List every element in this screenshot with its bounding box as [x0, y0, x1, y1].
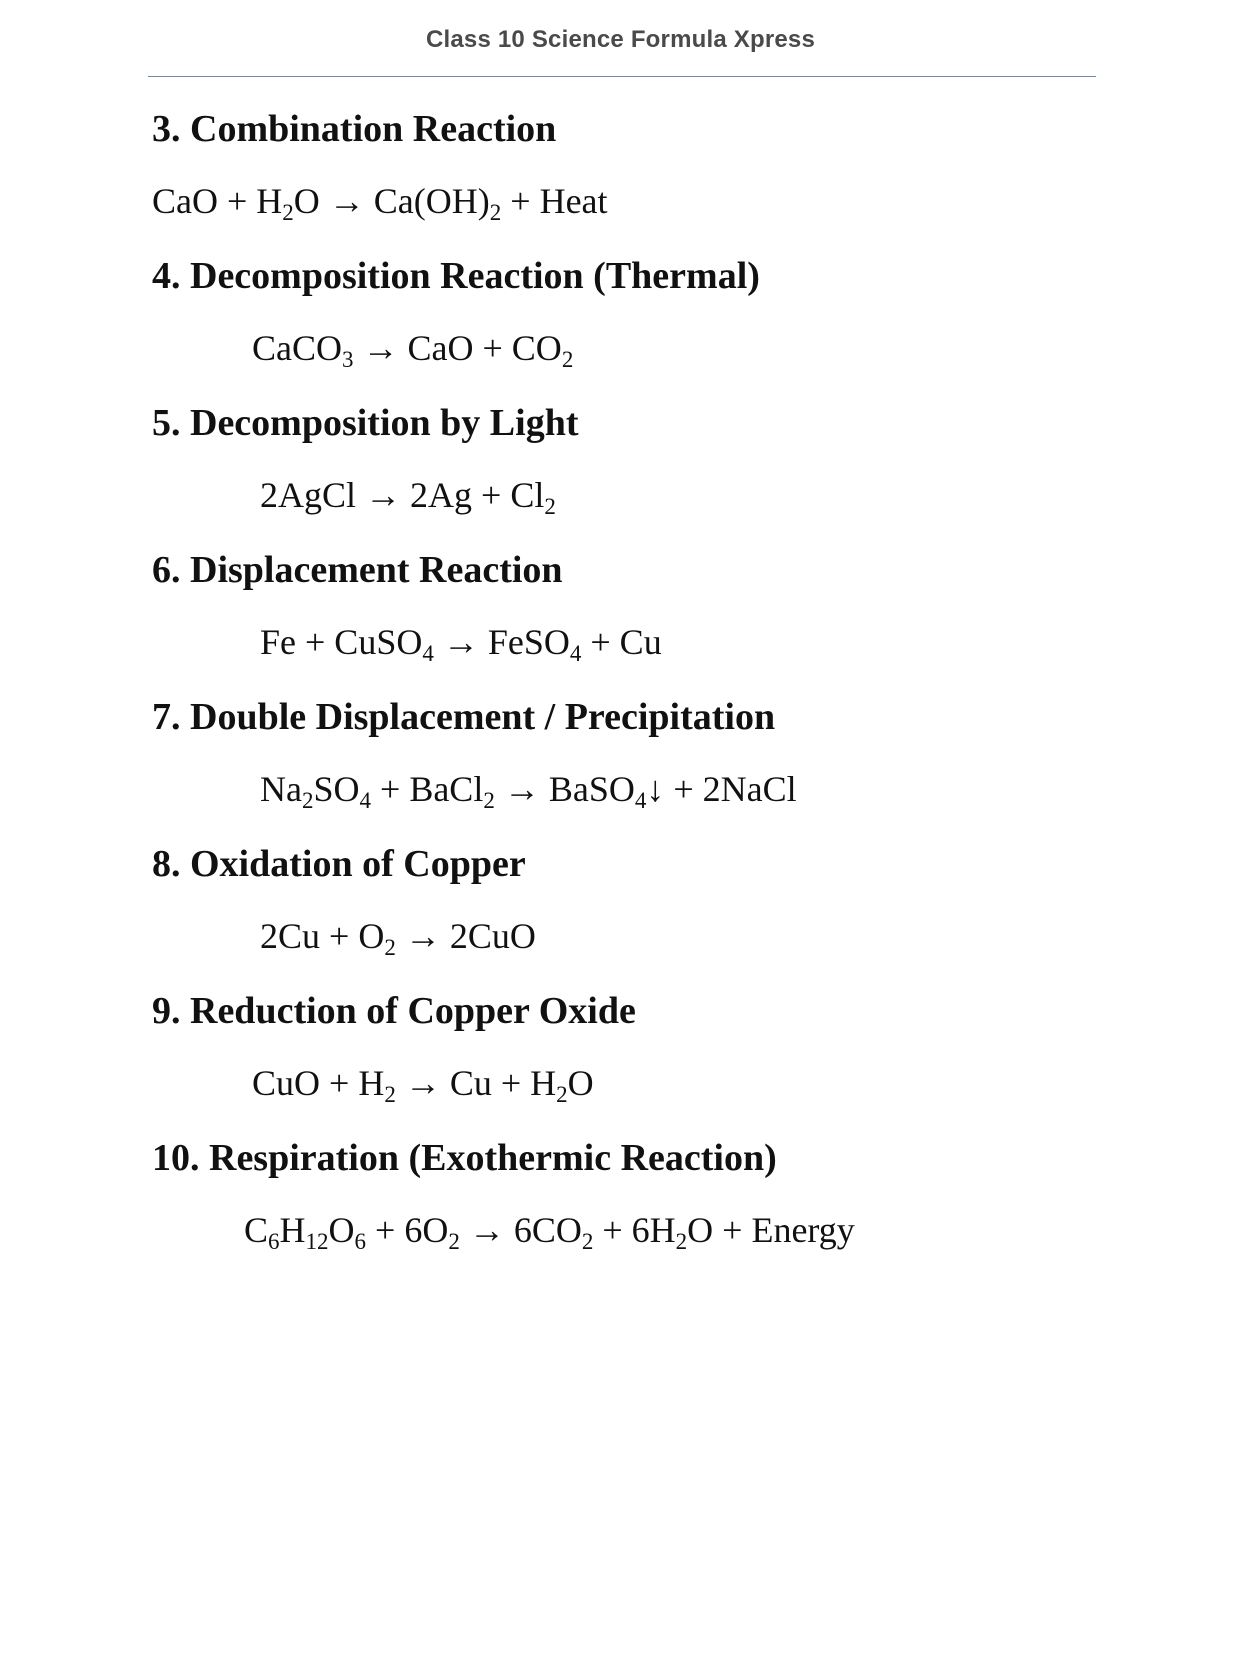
equation-text: + Cu	[581, 622, 662, 662]
chemical-equation	[152, 599, 1152, 688]
equation-text: SO	[313, 769, 360, 809]
equation-text: + Heat	[501, 181, 608, 221]
section-heading: 3. Combination Reaction	[152, 108, 557, 150]
chemical-equation	[152, 893, 1152, 982]
equation-text: + 6O	[366, 1210, 449, 1250]
equation-text: Na	[260, 769, 302, 809]
equation-text: → FeSO	[433, 622, 570, 662]
subscript: 12	[305, 1229, 329, 1254]
subscript: 2	[384, 1082, 396, 1107]
chemical-equation	[152, 158, 1152, 247]
section-heading: 10. Respiration (Exothermic Reaction)	[152, 1137, 777, 1179]
formula-section	[152, 688, 1152, 835]
section-heading: 4. Decomposition Reaction (Thermal)	[152, 255, 760, 297]
section-heading: 5. Decomposition by Light	[152, 402, 579, 444]
formula-section	[152, 1129, 1152, 1276]
subscript: 4	[634, 788, 647, 813]
subscript: 4	[569, 641, 582, 666]
subscript: 2	[561, 347, 574, 372]
chemical-equation	[152, 1187, 1152, 1276]
equation-text: CaO + H	[152, 181, 283, 221]
subscript: 2	[544, 494, 556, 519]
subscript: 2	[489, 200, 502, 225]
subscript: 2	[384, 935, 396, 960]
formula-section	[152, 247, 1152, 394]
equation-text: → 6CO	[459, 1210, 582, 1250]
subscript: 2	[556, 1082, 568, 1107]
equation-text: H	[279, 1210, 306, 1250]
header-divider	[148, 76, 1096, 77]
subscript: 2	[581, 1229, 594, 1254]
equation-text: O	[567, 1063, 594, 1103]
equation-text: → CaO + CO	[353, 328, 562, 368]
equation-text: CaCO	[252, 328, 342, 368]
equation-text: 2Cu + O	[260, 916, 385, 956]
equation-text: C	[244, 1210, 269, 1250]
subscript: 2	[301, 788, 314, 813]
equation-text: + 6H	[593, 1210, 676, 1250]
subscript: 2	[675, 1229, 688, 1254]
equation-text: Fe + CuSO	[260, 622, 423, 662]
equation-text: ↓ + 2NaCl	[646, 769, 797, 809]
formula-section	[152, 100, 1152, 247]
equation-text: → BaSO	[494, 769, 635, 809]
subscript: 3	[342, 347, 354, 372]
subscript: 6	[354, 1229, 367, 1254]
equation-text: CuO + H	[252, 1063, 385, 1103]
equation-text: → 2CuO	[395, 916, 536, 956]
document-body	[152, 100, 1152, 1276]
chemical-equation	[152, 746, 1152, 835]
chemical-equation	[152, 305, 1152, 394]
chemical-equation	[152, 452, 1152, 541]
equation-text: O + Energy	[687, 1210, 855, 1250]
equation-text: + BaCl	[371, 769, 484, 809]
formula-section	[152, 835, 1152, 982]
chemical-equation	[152, 1040, 1152, 1129]
subscript: 2	[448, 1229, 460, 1254]
section-heading: 6. Displacement Reaction	[152, 549, 563, 591]
subscript: 4	[422, 641, 434, 666]
subscript: 6	[268, 1229, 280, 1254]
formula-section	[152, 394, 1152, 541]
section-heading: 8. Oxidation of Copper	[152, 843, 526, 885]
formula-section	[152, 982, 1152, 1129]
section-heading: 9. Reduction of Copper Oxide	[152, 990, 636, 1032]
page-header-title: Class 10 Science Formula Xpress	[425, 26, 816, 53]
equation-text: O → Ca(OH)	[293, 181, 490, 221]
equation-text: → Cu + H	[395, 1063, 557, 1103]
formula-section	[152, 541, 1152, 688]
subscript: 2	[282, 200, 294, 225]
subscript: 2	[483, 788, 495, 813]
equation-text: 2AgCl → 2Ag + Cl	[260, 475, 545, 515]
section-heading: 7. Double Displacement / Precipitation	[152, 696, 776, 738]
equation-text: O	[328, 1210, 355, 1250]
subscript: 4	[359, 788, 372, 813]
